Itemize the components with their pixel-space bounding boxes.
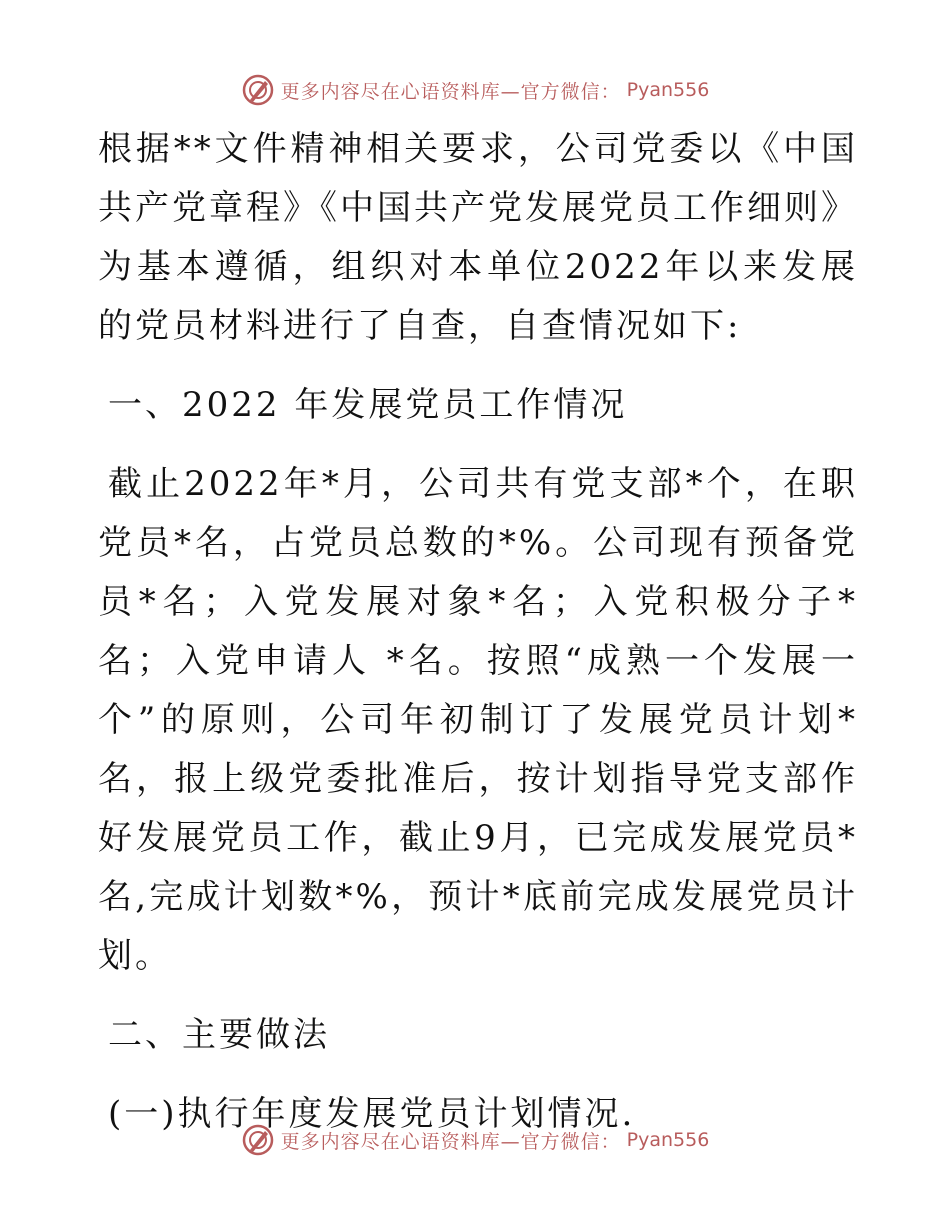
watermark-text: 更多内容尽在心语资料库—官方微信： [280,80,621,103]
document-body [98,120,858,1144]
brush-logo-icon [241,73,275,107]
watermark-wechat-id: Pyan556 [626,79,710,101]
subsection-1-heading: (一)执行年度发展党员计划情况. [108,1094,636,1134]
watermark-wechat-id: Pyan556 [626,1129,710,1151]
brush-logo-icon [241,1123,275,1157]
header-watermark [0,72,950,108]
section-1-heading: 一、2022 年发展党员工作情况 [108,385,628,425]
section-1-paragraph: 截止2022年*月，公司共有党支部*个，在职党员*名，占党员总数的*%。公司现有预备党员*名；入党发展对象*名；入党积极分子*名；入党申请人 *名。按照“成熟一个发展一个”的原则，公司年初制订了发展党员计划*名，报上级党委批准后，按计划指导党支部作好发展党员工作，截止9月，已完成发展党员*名,完成计划数*%，预计*底前完成发展党员计划。 [98,464,858,976]
intro-paragraph: 根据**文件精神相关要求，公司党委以《中国共产党章程》《中国共产党发展党员工作细则》为基本遵循，组织对本单位2022年以来发展的党员材料进行了自查，自查情况如下: [98,129,858,346]
section-2-heading: 二、主要做法 [108,1015,330,1055]
footer-watermark [0,1122,950,1158]
watermark-text: 更多内容尽在心语资料库—官方微信： [280,1130,621,1153]
